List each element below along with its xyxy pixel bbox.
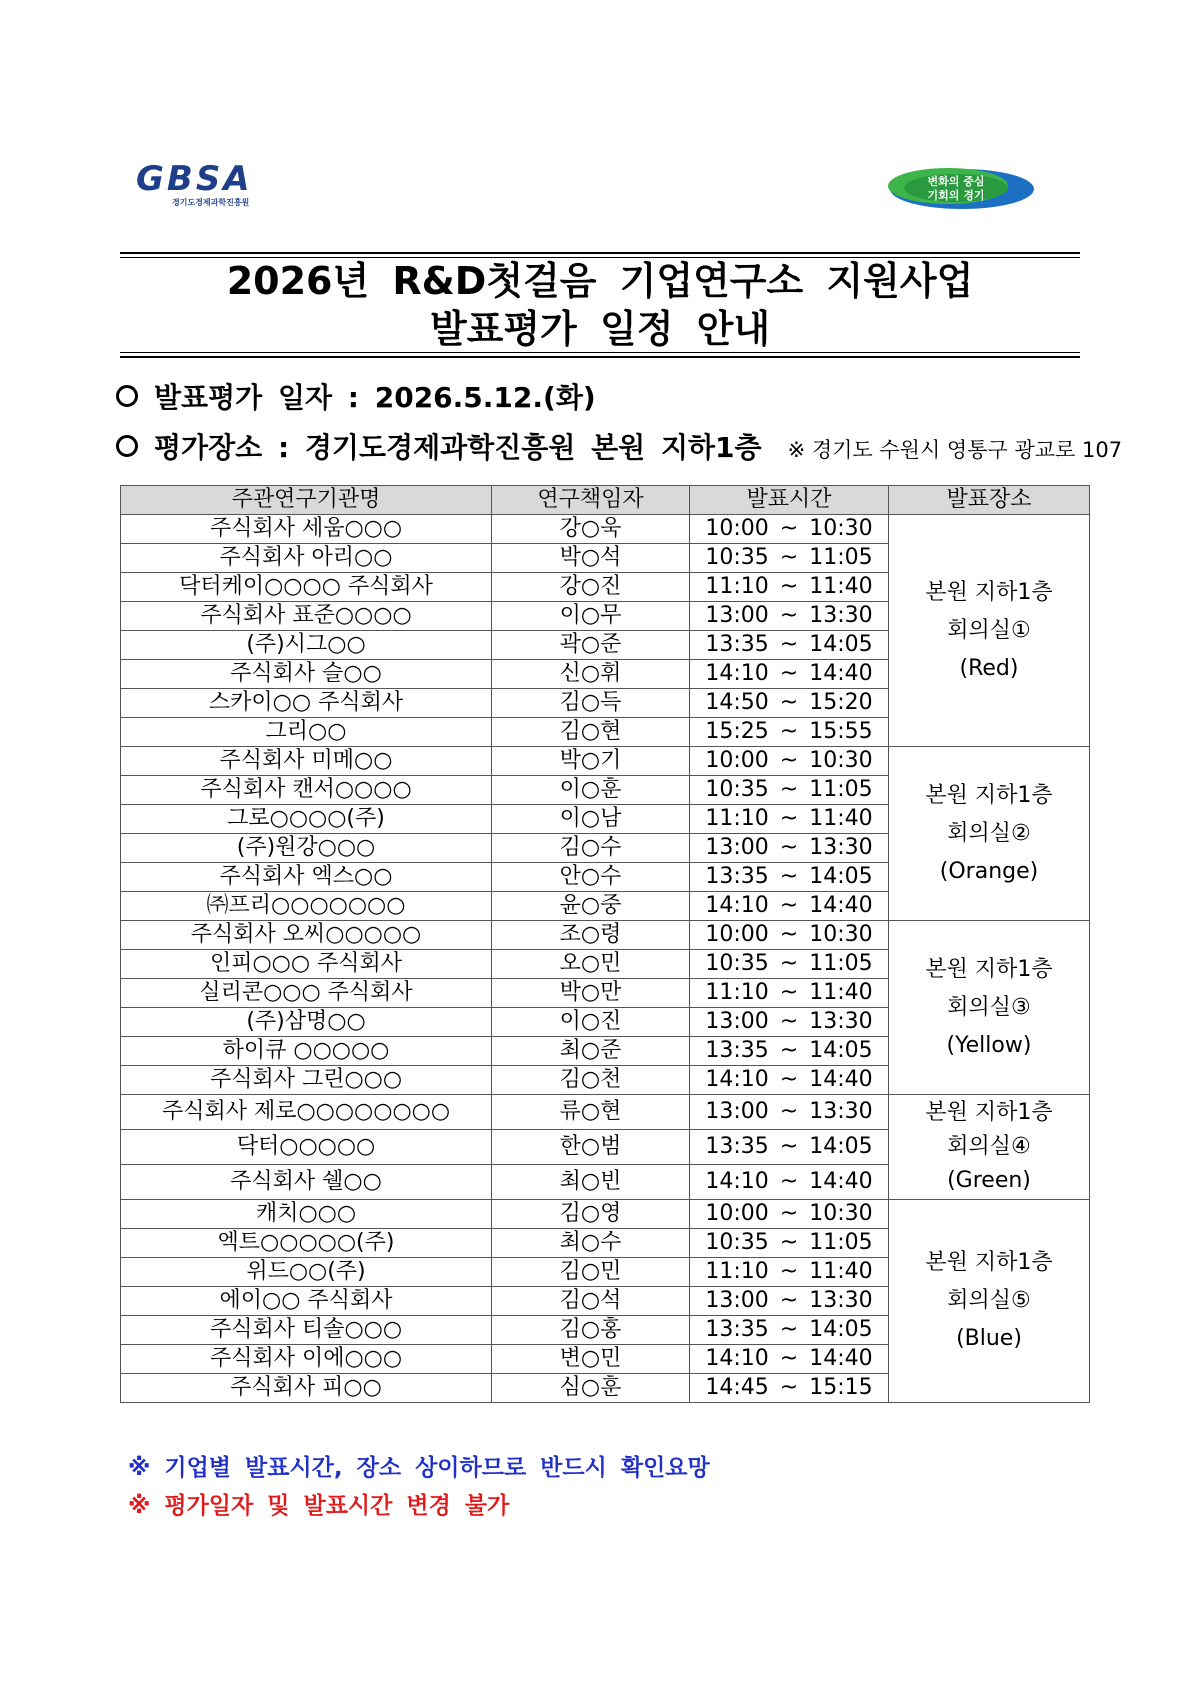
cell-time: 14:10 ~ 14:40 (690, 892, 889, 921)
cell-time: 13:35 ~ 14:05 (690, 631, 889, 660)
cell-time: 14:10 ~ 14:40 (690, 660, 889, 689)
cell-time: 14:45 ~ 15:15 (690, 1374, 889, 1403)
table-row (121, 747, 1090, 776)
cell-time: 14:50 ~ 15:20 (690, 689, 889, 718)
gbsa-logo-subtitle: 경기도경제과학진흥원 (172, 198, 250, 207)
cell-researcher: 윤○중 (492, 892, 690, 921)
page-title: 2026년 R&D첫걸음 기업연구소 지원사업 (226, 259, 974, 303)
gbsa-logo-mark: GBSA (136, 159, 253, 199)
schedule-body (121, 515, 1090, 1403)
title-rule-top (120, 252, 1080, 254)
cell-researcher: 강○진 (492, 573, 690, 602)
gbsa-logo (136, 160, 296, 212)
cell-researcher: 심○훈 (492, 1374, 690, 1403)
cell-time: 11:10 ~ 11:40 (690, 573, 889, 602)
cell-venue (889, 1200, 1090, 1403)
cell-institution: 닥터케이○○○○ 주식회사 (121, 573, 492, 602)
cell-institution: 주식회사 표준○○○○ (121, 602, 492, 631)
cell-institution: ㈜프리○○○○○○○ (121, 892, 492, 921)
cell-researcher: 박○석 (492, 544, 690, 573)
cell-time: 10:35 ~ 11:05 (690, 544, 889, 573)
cell-researcher: 강○욱 (492, 515, 690, 544)
slogan-line1: 변화의 중심 (927, 175, 985, 188)
venue-line: (Green) (947, 1168, 1031, 1193)
cell-venue (889, 515, 1090, 747)
venue-line: 회의실④ (947, 1134, 1031, 1159)
venue-line: 본원 지하1층 (925, 1250, 1053, 1275)
evaluation-address-note: ※ 경기도 수원시 영통구 광교로 107 (787, 438, 1123, 462)
header-researcher: 연구책임자 (492, 486, 690, 515)
cell-researcher: 안○수 (492, 863, 690, 892)
note-no-change: ※ 평가일자 및 발표시간 변경 불가 (128, 1493, 510, 1519)
cell-venue (889, 747, 1090, 921)
title-rule-bottom (120, 356, 1080, 358)
title-rule-bottom-thin (120, 352, 1080, 353)
venue-line: 본원 지하1층 (925, 956, 1053, 982)
slogan-line2: 기회의 경기 (927, 189, 985, 202)
slogan-logo-icon (886, 166, 1040, 212)
cell-time: 15:25 ~ 15:55 (690, 718, 889, 747)
gyeonggi-slogan-logo (886, 166, 1040, 212)
cell-time: 10:00 ~ 10:30 (690, 515, 889, 544)
page-subtitle: 발표평가 일정 안내 (429, 307, 771, 351)
cell-researcher: 김○득 (492, 689, 690, 718)
note-confirm: ※ 기업별 발표시간, 장소 상이하므로 반드시 확인요망 (128, 1455, 710, 1481)
evaluation-date (116, 378, 596, 418)
cell-institution: 주식회사 캔서○○○○ (121, 776, 492, 805)
cell-researcher: 최○빈 (492, 1165, 690, 1200)
table-row (121, 1095, 1090, 1130)
cell-researcher: 박○만 (492, 979, 690, 1008)
venue-line: 본원 지하1층 (925, 579, 1053, 605)
cell-researcher: 오○민 (492, 950, 690, 979)
circle-bullet-icon (116, 435, 138, 457)
cell-time: 10:35 ~ 11:05 (690, 950, 889, 979)
cell-institution: 주식회사 엑스○○ (121, 863, 492, 892)
evaluation-date-text: 발표평가 일자 : 2026.5.12.(화) (154, 381, 596, 414)
cell-institution: (주)시그○○ (121, 631, 492, 660)
cell-researcher: 곽○준 (492, 631, 690, 660)
cell-institution: 주식회사 제로○○○○○○○○ (121, 1095, 492, 1130)
cell-time: 13:00 ~ 13:30 (690, 602, 889, 631)
cell-time: 13:35 ~ 14:05 (690, 1037, 889, 1066)
cell-time: 11:10 ~ 11:40 (690, 805, 889, 834)
venue-line: 회의실② (947, 820, 1031, 846)
cell-institution: 주식회사 오씨○○○○○ (121, 921, 492, 950)
cell-researcher: 이○남 (492, 805, 690, 834)
cell-institution: 주식회사 미메○○ (121, 747, 492, 776)
cell-institution: 그로○○○○(주) (121, 805, 492, 834)
cell-time: 13:00 ~ 13:30 (690, 1008, 889, 1037)
table-row (121, 1200, 1090, 1229)
cell-researcher: 김○영 (492, 1200, 690, 1229)
cell-time: 13:35 ~ 14:05 (690, 1316, 889, 1345)
cell-time: 11:10 ~ 11:40 (690, 979, 889, 1008)
cell-time: 14:10 ~ 14:40 (690, 1345, 889, 1374)
cell-institution: 주식회사 쉘○○ (121, 1165, 492, 1200)
venue-line: 본원 지하1층 (925, 1100, 1053, 1125)
cell-time: 13:00 ~ 13:30 (690, 1287, 889, 1316)
venue-line: 회의실③ (947, 994, 1031, 1020)
circle-bullet-icon (116, 385, 138, 407)
cell-time: 13:35 ~ 14:05 (690, 1130, 889, 1165)
cell-researcher: 김○홍 (492, 1316, 690, 1345)
cell-researcher: 이○진 (492, 1008, 690, 1037)
cell-institution: 주식회사 아리○○ (121, 544, 492, 573)
cell-institution: 엑트○○○○○(주) (121, 1229, 492, 1258)
table-row (121, 515, 1090, 544)
cell-researcher: 김○석 (492, 1287, 690, 1316)
cell-institution: 스카이○○ 주식회사 (121, 689, 492, 718)
cell-researcher: 김○천 (492, 1066, 690, 1095)
venue-line: 회의실⑤ (947, 1288, 1031, 1313)
cell-institution: (주)원강○○○ (121, 834, 492, 863)
cell-institution: 그리○○ (121, 718, 492, 747)
cell-researcher: 박○기 (492, 747, 690, 776)
venue-line: (Blue) (956, 1326, 1022, 1351)
header-institution: 주관연구기관명 (121, 486, 492, 515)
cell-time: 14:10 ~ 14:40 (690, 1165, 889, 1200)
cell-researcher: 김○수 (492, 834, 690, 863)
evaluation-place-text: 평가장소 : 경기도경제과학진흥원 본원 지하1층 (154, 431, 762, 464)
venue-line: (Red) (959, 655, 1019, 681)
cell-institution: 닥터○○○○○ (121, 1130, 492, 1165)
cell-time: 13:00 ~ 13:30 (690, 1095, 889, 1130)
cell-time: 14:10 ~ 14:40 (690, 1066, 889, 1095)
cell-institution: 주식회사 피○○ (121, 1374, 492, 1403)
header-time: 발표시간 (690, 486, 889, 515)
cell-researcher: 변○민 (492, 1345, 690, 1374)
cell-institution: (주)삼명○○ (121, 1008, 492, 1037)
cell-institution: 하이큐 ○○○○○ (121, 1037, 492, 1066)
venue-line: (Yellow) (946, 1032, 1032, 1058)
cell-time: 11:10 ~ 11:40 (690, 1258, 889, 1287)
cell-institution: 주식회사 이에○○○ (121, 1345, 492, 1374)
header-venue: 발표장소 (889, 486, 1090, 515)
cell-venue (889, 921, 1090, 1095)
cell-institution: 주식회사 티솔○○○ (121, 1316, 492, 1345)
cell-researcher: 김○현 (492, 718, 690, 747)
cell-institution: 주식회사 세움○○○ (121, 515, 492, 544)
cell-institution: 실리콘○○○ 주식회사 (121, 979, 492, 1008)
schedule-table (120, 485, 1090, 1403)
venue-line: 본원 지하1층 (925, 782, 1053, 808)
cell-time: 13:00 ~ 13:30 (690, 834, 889, 863)
table-row (121, 921, 1090, 950)
cell-researcher: 신○휘 (492, 660, 690, 689)
cell-time: 10:00 ~ 10:30 (690, 921, 889, 950)
cell-institution: 캐치○○○ (121, 1200, 492, 1229)
evaluation-place (116, 428, 1122, 468)
venue-line: (Orange) (939, 858, 1039, 884)
cell-researcher: 최○수 (492, 1229, 690, 1258)
cell-researcher: 이○훈 (492, 776, 690, 805)
cell-time: 10:35 ~ 11:05 (690, 1229, 889, 1258)
cell-researcher: 최○준 (492, 1037, 690, 1066)
cell-institution: 주식회사 슬○○ (121, 660, 492, 689)
venue-line: 회의실① (947, 617, 1031, 643)
cell-institution: 주식회사 그린○○○ (121, 1066, 492, 1095)
cell-time: 10:00 ~ 10:30 (690, 1200, 889, 1229)
cell-researcher: 김○민 (492, 1258, 690, 1287)
cell-institution: 에이○○ 주식회사 (121, 1287, 492, 1316)
table-header-row (121, 486, 1090, 515)
cell-researcher: 한○범 (492, 1130, 690, 1165)
cell-researcher: 조○령 (492, 921, 690, 950)
title-block (120, 252, 1080, 358)
cell-venue (889, 1095, 1090, 1200)
cell-institution: 인피○○○ 주식회사 (121, 950, 492, 979)
cell-institution: 위드○○(주) (121, 1258, 492, 1287)
cell-time: 13:35 ~ 14:05 (690, 863, 889, 892)
cell-time: 10:00 ~ 10:30 (690, 747, 889, 776)
cell-researcher: 이○무 (492, 602, 690, 631)
cell-researcher: 류○현 (492, 1095, 690, 1130)
cell-time: 10:35 ~ 11:05 (690, 776, 889, 805)
